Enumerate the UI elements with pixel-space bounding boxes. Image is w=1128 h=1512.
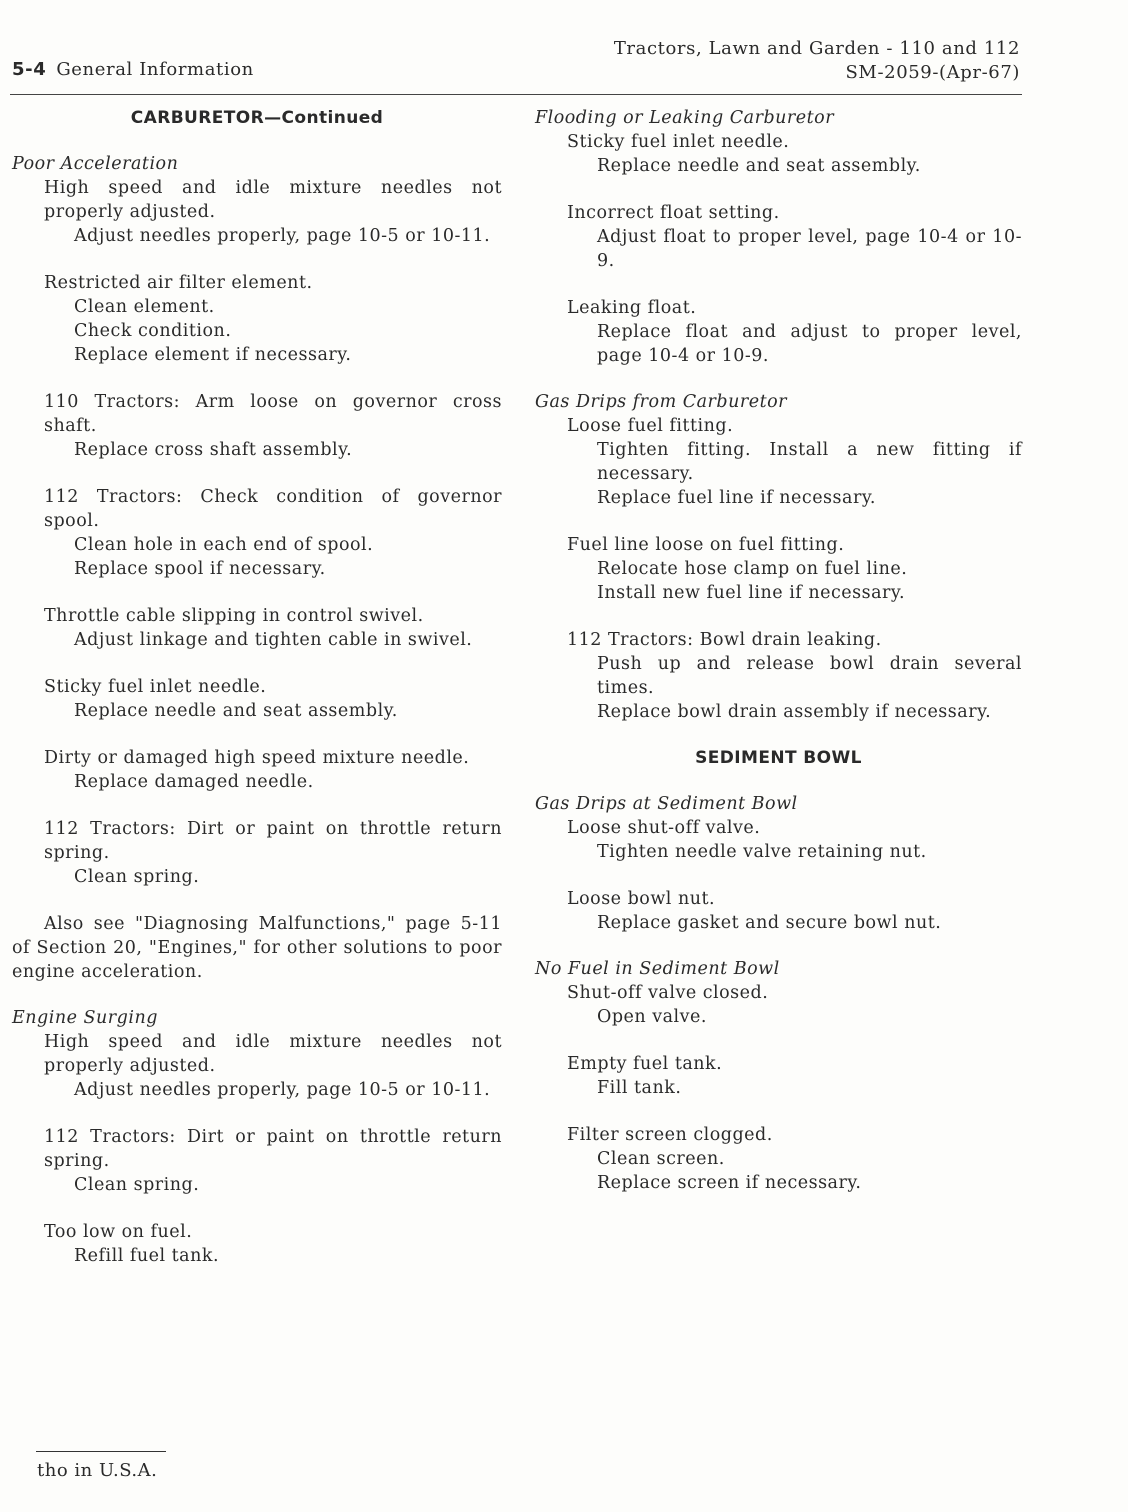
cause-text: High speed and idle mixture needles not properly adjusted.	[44, 1032, 502, 1076]
poor-acceleration-title: Poor Acceleration	[12, 154, 179, 174]
footer-text: tho in U.S.A.	[37, 1460, 158, 1481]
remedy-text: Replace cross shaft assembly.	[74, 440, 353, 460]
list-item	[12, 746, 502, 794]
acceleration-note: Also see "Diagnosing Malfunctions," page 5-11 of Section 20, "Engines," for other solutions to poor engine acceleration.	[12, 914, 502, 982]
header-rule	[10, 94, 1022, 95]
page-header-left	[12, 59, 254, 80]
list-item	[535, 1052, 1022, 1100]
cause-text: Loose shut-off valve.	[567, 818, 761, 838]
cause-text: Dirty or damaged high speed mixture needle.	[44, 748, 470, 768]
list-item	[535, 816, 1022, 864]
manual-title: Tractors, Lawn and Garden - 110 and 112	[613, 38, 1020, 59]
no-fuel-title: No Fuel in Sediment Bowl	[535, 959, 780, 979]
list-item	[535, 296, 1022, 368]
section-number: 5-4	[12, 59, 47, 80]
sediment-bowl-heading: SEDIMENT BOWL	[695, 748, 862, 768]
engine-surging-title: Engine Surging	[12, 1008, 158, 1028]
gas-drips-carburetor-title: Gas Drips from Carburetor	[535, 392, 788, 412]
cause-text: 112 Tractors: Dirt or paint on throttle return spring.	[44, 819, 502, 863]
cause-text: Sticky fuel inlet needle.	[44, 677, 267, 697]
cause-text: High speed and idle mixture needles not properly adjusted.	[44, 178, 502, 222]
remedy-text: Clean spring.	[74, 1175, 200, 1195]
flooding-title: Flooding or Leaking Carburetor	[535, 108, 835, 128]
list-item	[12, 675, 502, 723]
cause-text: Incorrect float setting.	[567, 203, 780, 223]
cause-text: Leaking float.	[567, 298, 697, 318]
remedy-text: Replace element if necessary.	[74, 345, 352, 365]
list-item	[12, 1030, 502, 1102]
left-column	[12, 106, 502, 1268]
cause-text: Loose fuel fitting.	[567, 416, 734, 436]
remedy-text: Replace float and adjust to proper level, page 10-4 or 10-9.	[597, 322, 1022, 366]
list-item	[12, 176, 502, 248]
remedy-text: Adjust linkage and tighten cable in swivel.	[74, 630, 473, 650]
right-column	[535, 106, 1022, 1195]
remedy-text: Replace damaged needle.	[74, 772, 314, 792]
list-item	[535, 887, 1022, 935]
remedy-text: Refill fuel tank.	[74, 1246, 220, 1266]
list-item	[12, 1125, 502, 1197]
cause-text: Sticky fuel inlet needle.	[567, 132, 790, 152]
list-item	[12, 271, 502, 367]
remedy-text: Replace gasket and secure bowl nut.	[597, 913, 942, 933]
remedy-text: Replace needle and seat assembly.	[597, 156, 921, 176]
remedy-text: Open valve.	[597, 1007, 707, 1027]
list-item	[12, 390, 502, 462]
remedy-text: Adjust needles properly, page 10-5 or 10-11.	[74, 226, 491, 246]
remedy-text: Relocate hose clamp on fuel line.	[597, 559, 908, 579]
list-item	[12, 485, 502, 581]
remedy-text: Clean hole in each end of spool.	[74, 535, 374, 555]
cause-text: 110 Tractors: Arm loose on governor cross shaft.	[44, 392, 502, 436]
list-item	[12, 604, 502, 652]
remedy-text: Replace bowl drain assembly if necessary.	[597, 702, 992, 722]
remedy-text: Push up and release bowl drain several times.	[597, 654, 1022, 698]
list-item	[535, 628, 1022, 724]
remedy-text: Replace fuel line if necessary.	[597, 488, 876, 508]
gas-drips-sediment-title: Gas Drips at Sediment Bowl	[535, 794, 798, 814]
list-item	[12, 1220, 502, 1268]
remedy-text: Fill tank.	[597, 1078, 682, 1098]
cause-text: Restricted air filter element.	[44, 273, 313, 293]
cause-text: Filter screen clogged.	[567, 1125, 773, 1145]
carburetor-heading: CARBURETOR—Continued	[130, 108, 384, 128]
list-item	[535, 130, 1022, 178]
cause-text: Empty fuel tank.	[567, 1054, 723, 1074]
cause-text: 112 Tractors: Dirt or paint on throttle return spring.	[44, 1127, 502, 1171]
remedy-text: Tighten fitting. Install a new fitting if necessary.	[597, 440, 1022, 484]
remedy-text: Adjust float to proper level, page 10-4 or 10-9.	[597, 227, 1022, 271]
remedy-text: Install new fuel line if necessary.	[597, 583, 906, 603]
remedy-text: Clean spring.	[74, 867, 200, 887]
remedy-text: Replace needle and seat assembly.	[74, 701, 398, 721]
list-item	[535, 1123, 1022, 1195]
list-item	[535, 201, 1022, 273]
footer-rule	[36, 1451, 166, 1452]
remedy-text: Clean screen.	[597, 1149, 725, 1169]
remedy-text: Adjust needles properly, page 10-5 or 10-11.	[74, 1080, 491, 1100]
remedy-text: Clean element.	[74, 297, 215, 317]
cause-text: Shut-off valve closed.	[567, 983, 769, 1003]
cause-text: 112 Tractors: Bowl drain leaking.	[567, 630, 882, 650]
list-item	[12, 817, 502, 889]
remedy-text: Check condition.	[74, 321, 232, 341]
remedy-text: Tighten needle valve retaining nut.	[597, 842, 927, 862]
page-header-right	[614, 37, 1020, 85]
cause-text: 112 Tractors: Check condition of governor spool.	[44, 487, 502, 531]
list-item	[535, 414, 1022, 510]
manual-code: SM-2059-(Apr-67)	[845, 62, 1020, 83]
list-item	[535, 533, 1022, 605]
remedy-text: Replace spool if necessary.	[74, 559, 326, 579]
cause-text: Fuel line loose on fuel fitting.	[567, 535, 845, 555]
remedy-text: Replace screen if necessary.	[597, 1173, 862, 1193]
cause-text: Loose bowl nut.	[567, 889, 716, 909]
list-item	[535, 981, 1022, 1029]
cause-text: Throttle cable slipping in control swivel.	[44, 606, 424, 626]
section-title: General Information	[56, 59, 254, 80]
cause-text: Too low on fuel.	[44, 1222, 193, 1242]
